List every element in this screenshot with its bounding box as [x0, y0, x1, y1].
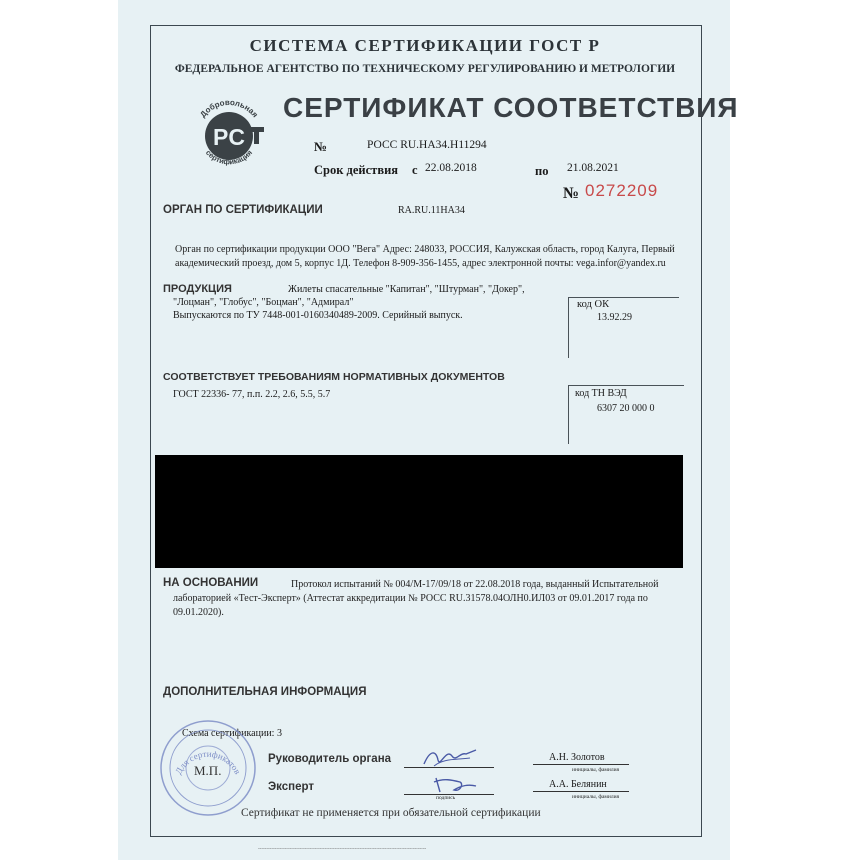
footer-note: Сертификат не применяется при обязательной сертификации	[241, 807, 541, 819]
redacted-block	[155, 455, 683, 568]
number-label: №	[314, 139, 328, 154]
product-line-3: Выпускаются по ТУ 7448-001-0160340489-2009. Серийный выпуск.	[173, 310, 463, 321]
head-name-caption: инициалы, фамилия	[572, 767, 620, 773]
head-name: А.Н. Золотов	[549, 752, 605, 763]
logo-mark: PC	[213, 124, 245, 150]
validity-label: Срок действия	[314, 163, 399, 177]
scheme-text: Схема сертификации: 3	[182, 728, 282, 739]
print-line: -----------------------------------------------------------------------------------------------------	[258, 847, 427, 852]
agency-title: ФЕДЕРАЛЬНОЕ АГЕНТСТВО ПО ТЕХНИЧЕСКОМУ РЕГУЛИРОВАНИЮ И МЕТРОЛОГИИ	[174, 63, 676, 75]
basis-label: НА ОСНОВАНИИ	[163, 577, 259, 589]
cert-body-code: RA.RU.11НА34	[398, 205, 465, 216]
compliance-text: ГОСТ 22336- 77, п.п. 2.2, 2.6, 5.5, 5.7	[173, 389, 331, 400]
head-label: Руководитель органа	[268, 753, 392, 765]
head-name-line	[533, 764, 629, 765]
serial-number: 0272209	[585, 181, 659, 200]
expert-signature-caption: подпись	[436, 795, 456, 801]
expert-name: А.А. Белянин	[549, 779, 607, 790]
certificate-number: РОСС RU.НА34.Н11294	[367, 139, 487, 151]
product-label: ПРОДУКЦИЯ	[163, 283, 232, 295]
product-line-1: Жилеты спасательные "Капитан", "Штурман", "Докер",	[288, 284, 525, 295]
basis-text: Протокол испытаний № 004/М-17/09/18 от 22.08.2018 года, выданный Испытательной лабораторией «Тест-Эксперт» (Аттестат аккредитации № РОСС RU.31578.04ОЛН0.ИЛ03 от 09.01.2017 года по 09.01.2020).	[173, 579, 659, 618]
okp-code-label: код ОК	[577, 299, 610, 310]
expert-label: Эксперт	[268, 781, 315, 793]
okp-code-value: 13.92.29	[597, 312, 632, 323]
cert-body-label: ОРГАН ПО СЕРТИФИКАЦИИ	[163, 204, 323, 216]
additional-label: ДОПОЛНИТЕЛЬНАЯ ИНФОРМАЦИЯ	[163, 686, 367, 698]
expert-name-line	[533, 791, 629, 792]
system-title: СИСТЕМА СЕРТИФИКАЦИИ ГОСТ Р	[249, 36, 601, 55]
tnved-code-label: код ТН ВЭД	[575, 388, 627, 399]
logo-bottom-text: сертификация	[203, 148, 255, 167]
certificate-title: СЕРТИФИКАТ СООТВЕТСТВИЯ	[283, 92, 739, 123]
stamp-inner-text: Для сертификатов	[173, 748, 243, 776]
validity-to-date: 21.08.2021	[567, 162, 619, 174]
validity-to-label: по	[535, 164, 549, 178]
serial-label: №	[563, 185, 580, 202]
validity-from-date: 22.08.2018	[425, 162, 477, 174]
validity-from-label: с	[412, 163, 418, 177]
cert-body-text: Орган по сертификации продукции ООО "Вега" Адрес: 248033, РОССИЯ, Калужская область, город Калуга, Первый академический проезд, дом 5, корпус 1Д. Телефон 8-909-356-1455, адрес электронной почты: vega.infor@yandex.ru	[175, 244, 675, 269]
mp-label: М.П.	[194, 763, 222, 778]
product-line-2: "Лоцман", "Глобус", "Боцман", "Адмирал"	[173, 297, 354, 308]
tnved-code-value: 6307 20 000 0	[597, 403, 655, 414]
head-signature-line	[404, 767, 494, 768]
gost-r-logo-icon	[190, 98, 268, 170]
logo-top-text: Добровольная	[198, 98, 260, 120]
expert-name-caption: инициалы, фамилия	[572, 794, 620, 800]
compliance-label: СООТВЕТСТВУЕТ ТРЕБОВАНИЯМ НОРМАТИВНЫХ ДОКУМЕНТОВ	[163, 371, 505, 383]
